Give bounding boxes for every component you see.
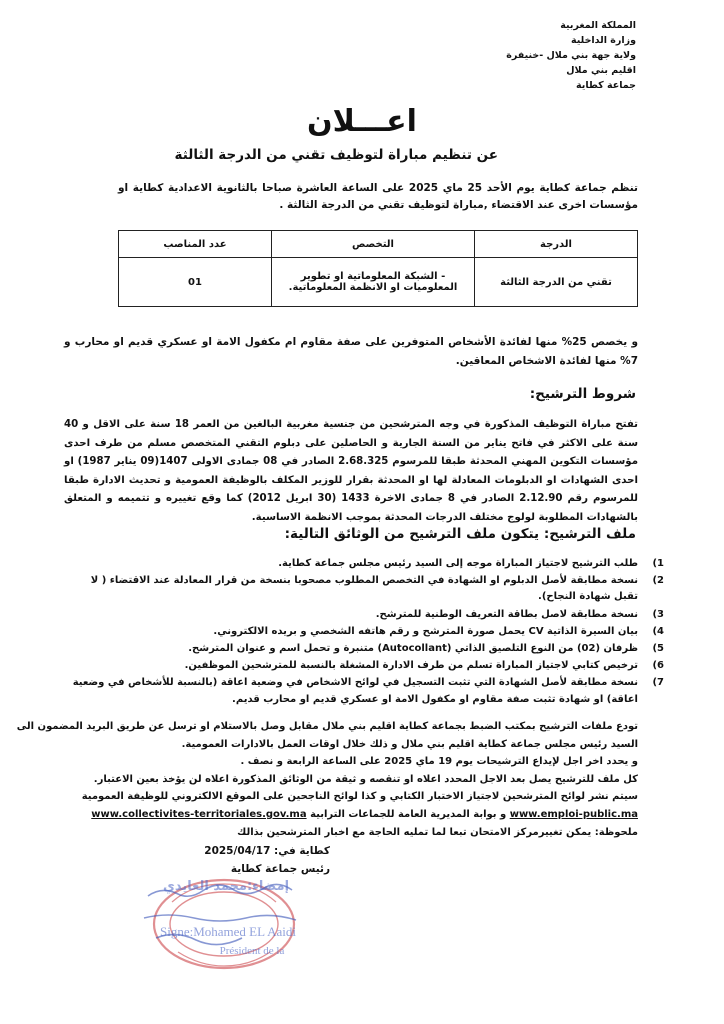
item-number: 1): [652, 558, 664, 569]
submission-line: سيتم نشر لوائح المترشحين لاجتياز الاختبار الكتابي و كذا لوائح الناجحين على الموقع الالكتروني للوظيفة العمومية: [81, 791, 638, 803]
item-number: 3): [652, 608, 664, 620]
announcement-subtitle: عن تنظيم مباراة لتوظيف تقني من الدرجة الثالثة: [174, 147, 498, 163]
conditions-heading: شروط الترشيح:: [529, 386, 636, 402]
item-text: نسخة مطابقة لأصل الشهادة التي تثبت التسجيل في لوائح الاشخاص في وضعية اعاقة (بالنسبة للأشخاص في وضعية اعاقة) او شهادة تثبت صفة مقاوم او مكفول الامة او عسكري قديم او محارب قديم.: [72, 677, 638, 705]
links-middle-text: و بوابة المديرية العامة للجماعات الترابية: [306, 808, 510, 820]
item-number: 5): [652, 643, 664, 655]
item-number: 2): [652, 575, 664, 587]
note-text: يمكن تغييرمركز الامتحان تبعا لما تمليه الحاجة مع اخبار المترشحين بذالك: [237, 826, 595, 838]
specialty-line: المعلوميات او الانظمة المعلوماتية.: [288, 282, 458, 293]
intro-paragraph: تنظم جماعة كطاية يوم الأحد 25 ماي 2025 على الساعة العاشرة صباحا بالثانوية الاعدادية كطاية او مؤسسات اخرى عند الاقتضاء ,مباراة لتوظيف تقني من الدرجة الثالثة .: [118, 182, 639, 211]
item-text: طلب الترشيح لاجتياز المباراة موجه إلى السيد رئيس مجلس جماعة كطاية.: [278, 558, 638, 569]
letterhead-line: اقليم بني ملال: [566, 65, 636, 76]
header-cell-specialty: التخصص: [272, 231, 475, 258]
header-cell-grade: الدرجة: [475, 231, 638, 258]
letterhead: [376, 18, 636, 93]
stamp-latin-text: Signe:Mohamed EL Aaidi: [160, 924, 296, 939]
letterhead-line: المملكة المغربية: [560, 20, 636, 31]
item-text: نسخة مطابقة لاصل بطاقة التعريف الوطنية للمترشح.: [375, 608, 638, 620]
cell-specialty: [272, 258, 475, 307]
table-header-row: [119, 231, 638, 258]
collectivites-link[interactable]: www.collectivites-territoriales.gov.ma: [91, 808, 307, 820]
announcement-title: اعـــلان: [307, 104, 417, 139]
links-line: [64, 806, 638, 824]
item-number: 7): [652, 677, 664, 689]
signature-date: كطاية في: 2025/04/17: [204, 845, 330, 857]
item-number: 6): [652, 660, 664, 672]
item-text: ظرفان (02) من النوع التلصيق الذاتي (Autocollant) متنبرة و تحمل اسم و عنوان المترشح.: [188, 643, 638, 655]
specialty-line: - الشبكة المعلوماتية او تطوير: [300, 271, 446, 282]
positions-table: [118, 230, 638, 307]
stamp-arabic-text: إمضاء:محمد العايدي: [162, 879, 290, 894]
list-item: [64, 556, 664, 572]
emploi-public-link[interactable]: www.emploi-public.ma: [509, 808, 638, 820]
reservation-paragraph: و يخصص 25% منها لفائدة الأشخاص المتوفرين على صفة مقاوم ام مكفول الامة او عسكري قديم او محارب و 7% منها لفائدة الاشخاص المعاقين.: [64, 336, 638, 367]
submission-line: كل ملف للترشيح يصل بعد الاجل المحدد اعلاه او تنقصه و ثيقة من الوثائق المذكورة اعلاه لن يؤخذ بعين الاعتبار.: [93, 773, 638, 785]
item-text: بيان السيرة الذاتية CV يحمل صورة المترشح و رقم هاتفه الشخصي و بريده الالكتروني.: [213, 625, 638, 637]
submission-line: و يحدد اخر اجل لإيداع الترشيحات يوم 19 ماي 2025 على الساعة الرابعة و نصف .: [240, 756, 638, 768]
cell-count: 01: [119, 258, 272, 307]
note-line: [64, 824, 638, 842]
list-item: [64, 624, 664, 640]
signature-role: رئيس جماعة كطاية: [230, 863, 330, 875]
list-item: [64, 607, 664, 623]
list-item: [64, 641, 664, 657]
item-text: ترخيص كتابي لاجتياز المباراة تسلم من طرف الادارة المشغلة بالنسبة للمترشحين الموظفين.: [184, 660, 638, 672]
letterhead-line: ولاية جهة بني ملال -خنيفرة: [506, 50, 636, 61]
note-label: ملحوظة:: [594, 826, 638, 838]
stamp-latin-text-2: Président de la: [219, 945, 285, 957]
official-stamp-image: [128, 866, 324, 976]
header-cell-count: عدد المناصب: [119, 231, 272, 258]
list-item: [64, 573, 664, 605]
submission-line: تودع ملفات الترشيح بمكتب الضبط بجماعة كطاية اقليم بني ملال مقابل وصل بالاستلام او ترسل عن طريق البريد المضمون الى: [16, 721, 638, 732]
cell-grade: تقني من الدرجة الثالثة: [475, 258, 638, 307]
documents-list: [64, 556, 664, 709]
table-row: [119, 258, 638, 307]
letterhead-line: جماعة كطاية: [575, 80, 636, 91]
list-item: [64, 675, 664, 707]
submission-line: السيد رئيس مجلس جماعة كطاية اقليم بني ملال و ذلك خلال اوقات العمل بالادارات العمومية.: [181, 738, 638, 750]
documents-heading: ملف الترشيح: يتكون ملف الترشيح من الوثائق التالية:: [284, 526, 636, 542]
conditions-paragraph: تفتح مباراة التوظيف المذكورة في وجه المترشحين من جنسية مغربية البالغين من العمر 18 سنة على الاقل و 40 سنة على الاكثر في فاتح يناير من السنة الجارية و الحاصلين على دبلوم التقني المتخصص مسلم من طرف احدى مؤسسات التكوين المهني المحدثة طبقا للمرسوم 2.68.325 الصادر في 08 جمادى الاولى 1407(09 يناير 1987) او احدى الشهادات او الدبلومات المعادلة لها او المحدثة بقرار للوزير المكلف بالوظيفة العمومية و تحديث الادارة طبقا للمرسوم رقم 2.12.90 الصادر في 8 جمادى الاخرة 1433 (30 ابريل 2012) كما وقع تغييره و تتميمه و المتعلق بالشهادات المطلوبة لولوج مختلف الدرجات المحدثة بموجب الانظمة الاساسية.: [64, 419, 638, 523]
list-item: [64, 658, 664, 674]
item-text: نسخة مطابقة لأصل الدبلوم او الشهادة في التخصص المطلوب مصحوبا بنسخة من قرار المعادلة عند الاقتضاء ( لا تقبل شهادة النجاح).: [90, 575, 638, 603]
letterhead-line: وزارة الداخلية: [571, 35, 636, 46]
item-number: 4): [652, 625, 664, 637]
submission-section: [16, 718, 638, 841]
